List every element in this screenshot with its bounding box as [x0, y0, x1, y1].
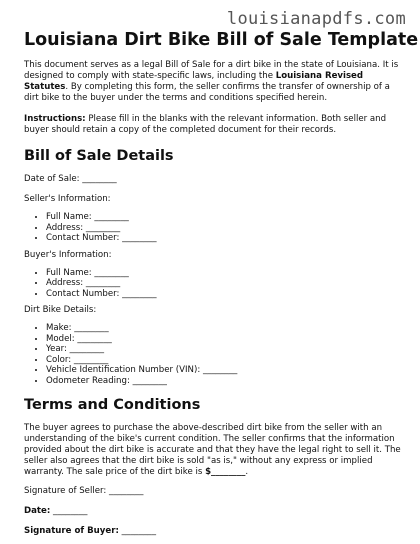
- bike-odometer-field[interactable]: • Odometer Reading: ________: [46, 376, 402, 387]
- seller-signature-field[interactable]: Signature of Seller: ________: [24, 486, 144, 496]
- seller-full-name-field[interactable]: • Full Name: ________: [46, 212, 402, 223]
- date-signature-field[interactable]: [24, 506, 402, 517]
- seller-info-list: [24, 212, 402, 244]
- buyer-signature-label: Signature of Buyer:: [24, 526, 119, 536]
- terms-paragraph: [24, 423, 402, 478]
- site-brand[interactable]: louisianapdfs.com: [226, 9, 406, 29]
- bike-details-list: [24, 323, 402, 386]
- buyer-info-label: Buyer's Information:: [24, 249, 112, 260]
- seller-info-label: Seller's Information:: [24, 194, 111, 204]
- bike-make-field[interactable]: • Make: ________: [46, 323, 402, 334]
- instructions-text: Please fill in the blanks with the relevant information. Both seller and buyer should retain a copy of the completed document for their records.: [24, 114, 387, 135]
- date-signature-blank: ________: [50, 506, 88, 516]
- bike-year-field[interactable]: • Year: ________: [46, 344, 402, 355]
- intro-text-end: . By completing this form, the seller confirms the transfer of ownership of a dirt bike to the buyer under the terms and conditions specified herein.: [24, 82, 390, 103]
- intro-text-start: This document serves as a legal Bill of Sale for a dirt bike in the state of Louisiana. It is designed to comply with state-specific laws, including the: [24, 60, 399, 81]
- buyer-address-field[interactable]: • Address: ________: [46, 278, 402, 289]
- date-of-sale-field[interactable]: Date of Sale: ________: [24, 174, 117, 184]
- intro-statute: Louisiana Revised Statutes: [24, 71, 364, 92]
- buyer-signature-field[interactable]: [24, 526, 402, 537]
- terms-end: .: [245, 467, 249, 477]
- buyer-info-list: [24, 268, 402, 300]
- buyer-contact-field[interactable]: • Contact Number: ________: [46, 289, 402, 300]
- intro-paragraph: [24, 60, 402, 104]
- instructions-label: Instructions:: [24, 114, 86, 124]
- bike-details-label: Dirt Bike Details:: [24, 305, 97, 315]
- document: [24, 30, 419, 537]
- buyer-signature-blank: ________: [118, 526, 157, 536]
- bike-color-field[interactable]: • Color: ________: [46, 355, 402, 366]
- date-signature-label: Date:: [24, 506, 51, 516]
- seller-contact-field[interactable]: • Contact Number: ________: [46, 233, 402, 244]
- terms-heading: Terms and Conditions: [24, 397, 201, 413]
- sale-price-field[interactable]: $________: [205, 467, 246, 477]
- bike-vin-field[interactable]: • Vehicle Identification Number (VIN): ________: [46, 365, 402, 376]
- instructions-paragraph: [24, 114, 402, 136]
- details-heading: Bill of Sale Details: [24, 148, 174, 164]
- seller-address-field[interactable]: • Address: ________: [46, 223, 402, 234]
- page-title: Louisiana Dirt Bike Bill of Sale Template: [24, 30, 419, 50]
- bike-model-field[interactable]: • Model: ________: [46, 334, 402, 345]
- terms-text: The buyer agrees to purchase the above-described dirt bike from the seller with an understanding of the bike's current condition. The seller confirms that the information provided about the dirt bike is accurate and that they have the legal right to sell it. The seller also agrees that the dirt bike is sold "as is," without any express or implied warranty. The sale price of the dirt bike is: [24, 423, 401, 477]
- buyer-full-name-field[interactable]: • Full Name: ________: [46, 268, 402, 279]
